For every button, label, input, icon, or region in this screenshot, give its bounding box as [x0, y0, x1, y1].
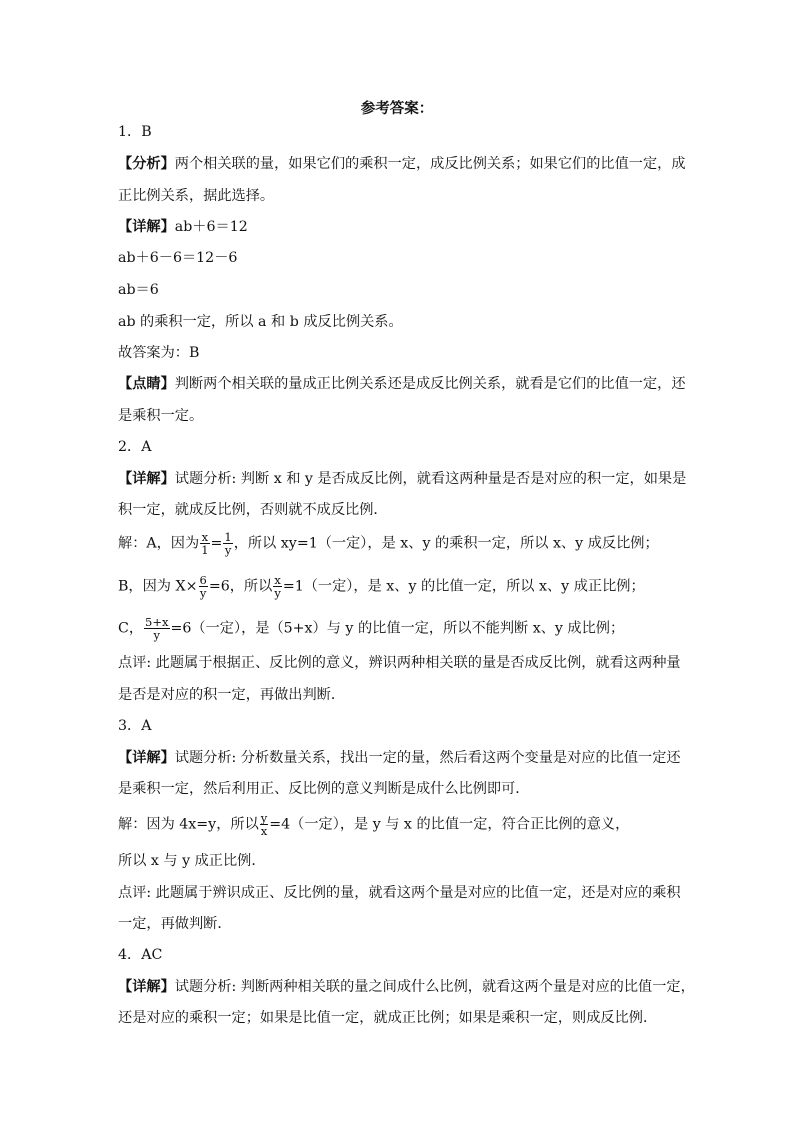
q1-comment-line-1 [118, 374, 686, 394]
q2-a-suffix: ，所以 xy=1（一定），是 x、y 的乘积一定，所以 x、y 成反比例； [233, 535, 659, 552]
q3-solution-fraction [260, 812, 269, 837]
q2-comment-line-1: 点评: 此题属于根据正、反比例的意义，辨识两种相关联的量是否成反比例，就看这两种量 [118, 655, 681, 671]
denominator: x [260, 824, 268, 838]
q1-comment-tag: 【点睛】 [118, 376, 175, 392]
q1-detail-line-5: 故答案为：B [118, 345, 200, 361]
q1-analysis-line-2: 正比例关系，据此选择。 [118, 188, 275, 204]
q1-analysis-line-1 [118, 154, 686, 174]
q3-detail-line-2: 是乘积一定，然后利用正、反比例的意义判断是成什么比例即可． [118, 781, 530, 797]
q1-analysis-tag: 【分析】 [118, 156, 175, 172]
denominator: 1 [201, 543, 209, 557]
q3-solution-line-1 [118, 812, 629, 837]
q2-a-fraction-2 [223, 531, 232, 556]
q2-detail-text-1: 试题分析: 判断 x 和 y 是否成反比例，就看这两种量是否是对应的积一定，如果是 [174, 471, 687, 487]
numerator: x [274, 573, 281, 587]
q2-a-prefix: 解：A，因为 [118, 535, 200, 552]
q1-detail-line-2: ab＋6－6＝12－6 [118, 250, 238, 266]
q3-solution-prefix: 解：因为 4x=y，所以 [118, 816, 259, 833]
numerator: 6 [199, 573, 207, 587]
q1-detail-line-4: ab 的乘积一定，所以 a 和 b 成反比例关系。 [118, 314, 403, 330]
q2-a-fraction-1 [200, 531, 209, 556]
q3-detail-text-1: 试题分析: 分析数量关系，找出一定的量，然后看这两个变量是对应的比值一定还 [174, 750, 681, 766]
q2-c-suffix: =6（一定），是（5+x）与 y 的比值一定，所以不能判断 x、y 成比例； [170, 620, 625, 637]
q4-detail-line-2: 还是对应的乘积一定；如果是比值一定，就成正比例；如果是乘积一定，则成反比例． [118, 1010, 658, 1026]
q3-comment-line-2: 一定，再做判断． [118, 916, 232, 932]
denominator: y [199, 586, 207, 600]
q2-b-prefix: B，因为 X× [118, 578, 198, 595]
q3-solution-suffix: =4（一定），是 y 与 x 的比值一定，符合正比例的意义， [269, 816, 630, 833]
q2-detail-line-1 [118, 469, 686, 489]
q2-b-suffix: =1（一定），是 x、y 的比值一定，所以 x、y 成正比例； [282, 578, 645, 595]
q2-c-fraction [144, 616, 169, 641]
q2-solution-b [118, 574, 645, 599]
page-title: 参考答案： [360, 100, 434, 117]
q1-number: 1．B [118, 124, 152, 140]
q2-b-middle: =6，所以 [208, 578, 273, 595]
q1-detail-line-1 [118, 217, 248, 237]
numerator: 1 [224, 530, 232, 544]
q2-b-fraction-1 [199, 574, 208, 599]
q1-comment-line-2: 是乘积一定。 [118, 408, 204, 424]
q2-b-fraction-2 [273, 574, 282, 599]
q3-detail-tag: 【详解】 [118, 750, 175, 766]
denominator: y [274, 586, 281, 600]
q1-detail-text-1: ab＋6＝12 [174, 219, 248, 235]
numerator: 5+x [145, 615, 169, 629]
q1-detail-line-3: ab＝6 [118, 282, 159, 298]
q1-analysis-text-1: 两个相关联的量，如果它们的乘积一定，成反比例关系；如果它们的比值一定，成 [174, 156, 686, 172]
q3-comment-line-1: 点评: 此题属于辨识成正、反比例的量，就看这两个量是对应的比值一定，还是对应的乘积 [118, 885, 681, 901]
q4-detail-text-1: 试题分析: 判断两种相关联的量之间成什么比例，就看这两个量是对应的比值一定， [174, 979, 695, 995]
q2-detail-line-2: 积一定，就成反比例，否则就不成反比例． [118, 502, 388, 518]
q1-comment-text-1: 判断两个相关联的量成正比例关系还是成反比例关系，就看是它们的比值一定，还 [174, 376, 686, 392]
q2-solution-a [118, 531, 659, 556]
q2-a-equals: = [210, 535, 223, 552]
q2-detail-tag: 【详解】 [118, 471, 175, 487]
denominator: y [224, 543, 232, 557]
q2-solution-c [118, 616, 624, 641]
q2-c-prefix: C， [118, 620, 144, 637]
q4-detail-line-1 [118, 977, 695, 997]
numerator: y [260, 811, 268, 825]
q3-detail-line-1 [118, 748, 681, 768]
q1-detail-tag: 【详解】 [118, 219, 175, 235]
q3-solution-line-2: 所以 x 与 y 成正比例． [118, 853, 266, 869]
q2-comment-line-2: 是否是对应的积一定，再做出判断． [118, 687, 346, 703]
q3-number: 3．A [118, 718, 152, 734]
numerator: x [201, 530, 209, 544]
q2-number: 2．A [118, 439, 152, 455]
q4-number: 4．AC [118, 947, 163, 963]
q4-detail-tag: 【详解】 [118, 979, 175, 995]
denominator: y [153, 628, 161, 642]
